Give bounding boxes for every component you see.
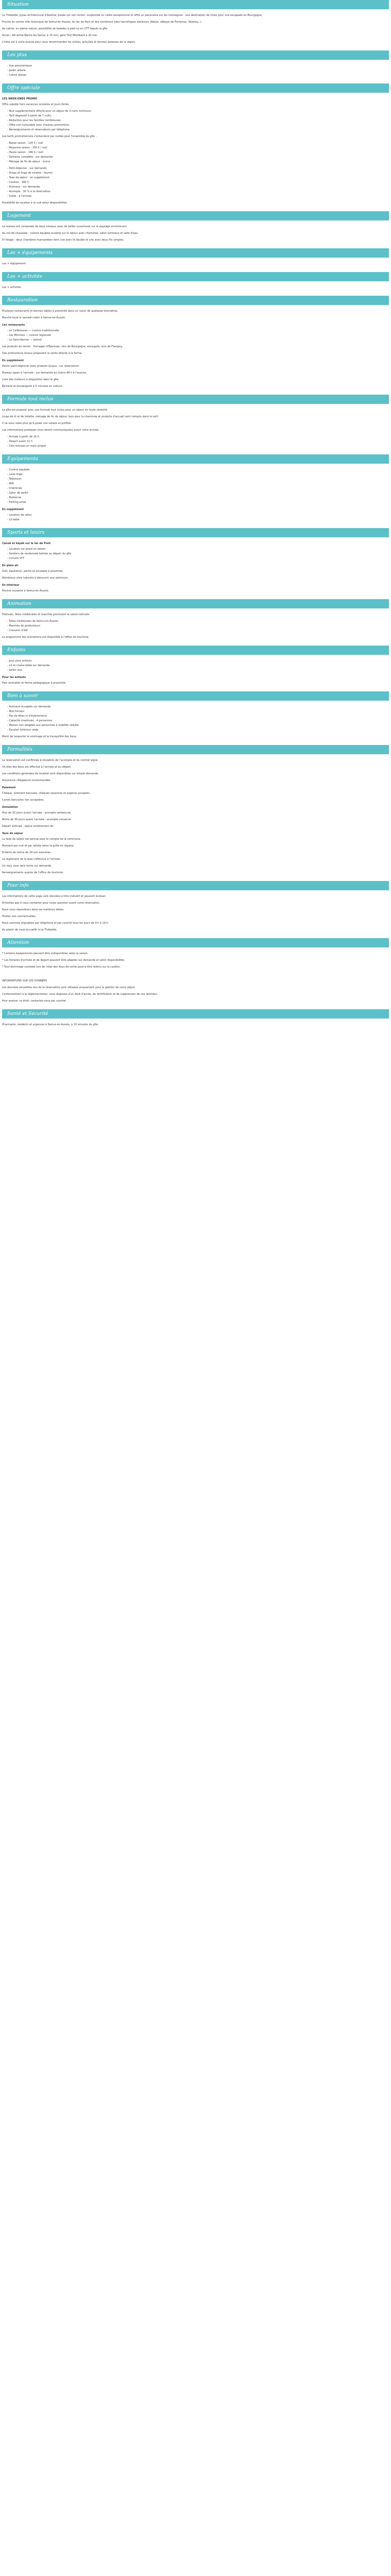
list-item: - Sentiers de randonnée balisés au départ du gîte — [7, 552, 389, 556]
section-logement — [2, 225, 389, 242]
section-title-attention: Attention — [2, 938, 389, 947]
list-item: - Animaux : sur demande — [7, 185, 389, 189]
list-item: - Le Saint-Vernier — bistrot — [7, 338, 389, 342]
section-restauration — [2, 309, 389, 388]
paragraph: Plusieurs restaurants et bonnes tables à proximité dans un rayon de quelques kilomètres. — [2, 310, 119, 313]
paragraph: Renseignements auprès de l'office de tourisme. — [2, 871, 64, 874]
list-item: - Jardin arboré — [7, 69, 389, 73]
paragraph: Les informations de cette page sont données à titre indicatif et peuvent évoluer. — [2, 895, 106, 898]
paragraph: Parc animalier et ferme pédagogique à proximité. — [2, 682, 67, 685]
section-bien-a-savoir — [2, 705, 389, 739]
paragraph: Plus de 30 jours avant l'arrivée : acompte remboursé. — [2, 811, 72, 815]
paragraph: Au rez-de-chaussée : cuisine équipée ouverte sur le séjour avec cheminée, salon lumineux et salle d'eau. — [2, 232, 139, 235]
paragraph: Cartes bancaires non acceptées. — [2, 799, 44, 802]
formalites-subtitle: Taxe de séjour — [2, 832, 23, 835]
list-item: - Animaux acceptés sur demande — [7, 705, 389, 709]
paragraph: Il ne vous reste plus qu'à poser vos valises et profiter. — [2, 422, 72, 425]
paragraph: Linge de lit et de toilette, ménage de fin de séjour, bois pour la cheminée et produits d'accueil sont compris dans le tarif. — [2, 415, 159, 418]
list-item: - Départ avant 11 h — [7, 439, 389, 444]
list-item: - Maison non adaptée aux personnes à mobilité réduite — [7, 723, 389, 727]
section-title-bien-a-savoir: Bien à savoir — [2, 691, 389, 701]
section-title-restauration: Restauration — [2, 296, 389, 305]
list-item: - Salon de jardin — [7, 491, 389, 495]
restauration-subtitle: Les restaurants — [2, 324, 25, 327]
paragraph: Les informations pratiques vous seront communiquées avant votre arrivée. — [2, 429, 100, 432]
section-title-equipements: Les + équipements — [2, 248, 389, 258]
section-title-activites: Les + activités — [2, 272, 389, 281]
list-item: - Solde : à l'arrivée — [7, 194, 389, 198]
section-title-equipements-list: Équipements — [2, 454, 389, 464]
section-title-animation: Animation — [2, 599, 389, 608]
paragraph: Le gîte est proposé avec une formule tout inclus pour un séjour en toute sérénité. — [2, 409, 108, 412]
section-title-enfants: Enfants — [2, 646, 389, 655]
paragraph: Marché local le samedi matin à Semur-en-Auxois. — [2, 316, 66, 319]
paragraph: * Certains équipements peuvent être indisponibles selon la saison. — [2, 952, 89, 955]
restauration-subtitle: En supplément — [2, 359, 24, 362]
paragraph: Conformément à la réglementation, vous disposez d'un droit d'accès, de rectification et de suppression de vos données. — [2, 993, 158, 996]
paragraph: Pharmacie, médecin et urgences à Semur-en-Auxois, à 10 minutes du gîte. — [2, 1023, 99, 1026]
section-equipements-list — [2, 468, 389, 522]
list-item: - Jardin clos — [7, 668, 389, 672]
list-item: - Calme absolu — [7, 73, 389, 77]
list-item: - Location sur place en saison — [7, 547, 389, 551]
list-item: - Cheminée — [7, 486, 389, 490]
section-title-logement: Logement — [2, 211, 389, 221]
list-item: - Télévision — [7, 477, 389, 481]
paragraph: Un reçu vous sera remis sur demande. — [2, 865, 52, 868]
list-item: - Semaine complète : sur demande — [7, 155, 389, 159]
paragraph: Offre valable hors vacances scolaires et jours fériés. — [2, 103, 70, 106]
enfants-subtitle: Pour les enfants — [2, 676, 26, 679]
section-les-plus — [2, 64, 389, 77]
paragraph: Pour exercer ce droit, contactez-nous par courriel. — [2, 999, 67, 1003]
list-item: - Pas de fêtes ni d'événements — [7, 714, 389, 718]
paragraph: Au calme, en pleine nature, possibilité de balades à pied ou en VTT depuis le gîte. — [2, 27, 108, 30]
section-equipements — [2, 262, 389, 266]
section-sante — [2, 1023, 389, 1027]
section-title-sante: Santé et Sécurité — [2, 1009, 389, 1019]
paragraph: INFORMATIONS SUR LES DONNÉES — [2, 979, 47, 982]
paragraph: Le programme des animations est disponible à l'office de tourisme. — [2, 636, 89, 639]
list-item: - Réduction pour les familles nombreuses. — [7, 118, 389, 123]
section-title-situation: Situation — [2, 0, 389, 9]
section-title-sports: Sports et loisirs — [2, 528, 389, 537]
list-item: - Lit et chaise bébé sur demande — [7, 664, 389, 668]
list-item: - Circuits VTT — [7, 556, 389, 561]
list-item: - Non-fumeur — [7, 709, 389, 714]
list-item: - Tarif dégressif à partir de 7 nuits. — [7, 114, 389, 118]
list-item: - Wifi — [7, 482, 389, 486]
section-situation — [2, 13, 389, 44]
paragraph: Les conditions générales de location sont disponibles sur simple demande. — [2, 772, 99, 775]
list-item: - Lave-linge — [7, 472, 389, 477]
list-item: - Haute saison : 180 € / nuit — [7, 150, 389, 155]
paragraph: Les données recueillies lors de la réservation sont utilisées uniquement pour la gestion de votre séjour. — [2, 986, 136, 989]
paragraph: Accès : A6 sortie Bierre-lès-Semur à 15 min, gare TGV Montbard à 20 min. — [2, 34, 98, 37]
paragraph: Les produits du terroir : fromages d'Époisses, vins de Bourgogne, escargots, anis de Flavigny. — [2, 345, 123, 348]
paragraph: Merci de respecter le voisinage et la tranquillité des lieux. — [2, 735, 77, 738]
list-item: - Cuisine équipée — [7, 468, 389, 472]
list-item: - Taxe de séjour : en supplément — [7, 176, 389, 180]
paragraph: Nombreux sites naturels à découvrir aux alentours. — [2, 577, 69, 580]
list-item: - Basse saison : 120 € / nuit — [7, 141, 389, 145]
list-item: - Petit-déjeuner : sur demande — [7, 166, 389, 171]
list-item: - Renseignements et réservations par téléphone. — [7, 128, 389, 132]
sports-subtitle: En plein air — [2, 564, 19, 567]
section-formalites — [2, 758, 389, 875]
paragraph: Panier petit-déjeuner avec produits locaux : sur réservation. — [2, 365, 80, 368]
paragraph: Festivals, fêtes médiévales et marchés ponctuent la saison estivale. — [2, 613, 90, 616]
list-item: - Les Minimes — cuisine régionale — [7, 333, 389, 337]
page — [0, 0, 391, 1027]
paragraph: Plateau repas à l'arrivée : sur demande au moins 48 h à l'avance. — [2, 371, 87, 375]
list-item: - Le Calibressan — cuisine traditionnelle — [7, 329, 389, 333]
list-item: - Nuit supplémentaire offerte pour un séjour de 3 nuits minimum. — [7, 109, 389, 113]
list-item: - Capacité maximale : 4 personnes — [7, 719, 389, 723]
paragraph: La taxe de séjour est perçue pour le compte de la commune. — [2, 838, 81, 841]
paragraph: Photos non contractuelles. — [2, 915, 37, 918]
paragraph: Au plaisir de vous accueillir à La Thébaïde. — [2, 928, 57, 931]
list-item: - Vue panoramique — [7, 64, 389, 68]
paragraph: N'hésitez pas à nous contacter pour toute question avant votre réservation. — [2, 902, 101, 905]
section-tout-inclus — [2, 408, 389, 448]
section-sports — [2, 541, 389, 593]
section-activites — [2, 285, 389, 290]
list-item: - Concerts d'été — [7, 629, 389, 633]
paragraph: La réservation est confirmée à réception de l'acompte et du contrat signé. — [2, 759, 99, 762]
list-item: - Draps et linge de toilette : fournis — [7, 171, 389, 175]
list-item: - Offre non cumulable avec d'autres promotions. — [7, 123, 389, 127]
list-item: - Barbecue — [7, 496, 389, 500]
paragraph: Montant par nuit et par adulte selon la grille en vigueur. — [2, 844, 75, 848]
list-item: - Ménage de fin de séjour : inclus — [7, 160, 389, 164]
section-title-offre: Offre spéciale — [2, 83, 389, 93]
paragraph: Assurance villégiature recommandée. — [2, 779, 51, 782]
list-item: - Acompte : 30 % à la réservation — [7, 190, 389, 194]
section-attention — [2, 952, 389, 1003]
paragraph: Possibilité de location à la nuit selon disponibilités. — [2, 201, 68, 205]
paragraph: Les tarifs promotionnels s'entendent par nuitée pour l'ensemble du gîte : — [2, 135, 97, 138]
paragraph: Moins de 30 jours avant l'arrivée : acompte conservé. — [2, 818, 72, 821]
list-item: - Escalier intérieur raide — [7, 728, 389, 732]
paragraph: * Tout dommage constaté lors de l'état des lieux de sortie pourra être retenu sur la caution. — [2, 965, 121, 969]
section-animation — [2, 613, 389, 639]
paragraph: Un état des lieux est effectué à l'arrivée et au départ. — [2, 766, 72, 769]
paragraph: Golf, équitation, pêche et escalade à proximité. — [2, 570, 64, 573]
section-offre — [2, 97, 389, 205]
paragraph: Nous vous répondrons dans les meilleurs délais. — [2, 908, 64, 911]
section-title-formalites: Formalités — [2, 745, 389, 754]
list-item: - Arrivée à partir de 16 h — [7, 435, 389, 439]
paragraph: À l'étage : deux chambres mansardées dont une avec lit double et une avec deux lits simples. — [2, 239, 124, 242]
list-item: - Fêtes médiévales de Semur-en-Auxois — [7, 619, 389, 623]
paragraph: Nous sommes joignables par téléphone et par courriel tous les jours de 9 h à 19 h. — [2, 922, 109, 925]
sports-subtitle: En intérieur — [2, 584, 20, 587]
paragraph: Le règlement de la taxe s'effectue à l'arrivée. — [2, 858, 61, 861]
list-item: - Caution : 300 € — [7, 180, 389, 184]
formalites-subtitle: Annulation — [2, 806, 18, 809]
list-item: - Jeux pour enfants — [7, 659, 389, 663]
paragraph: L'hôte est à votre écoute pour vous recommander les visites, activités et bonnes adresses de la région. — [2, 41, 136, 44]
paragraph: Liste des traiteurs à disposition dans le gîte. — [2, 378, 59, 381]
sports-subtitle: Canoë et kayak sur le lac de Pont — [2, 542, 51, 545]
paragraph: Chèque, virement bancaire, chèques vacances et espèces acceptés. — [2, 792, 91, 795]
paragraph: Enfants de moins de 18 ans exonérés. — [2, 851, 52, 854]
list-item: - Location de vélos — [7, 513, 389, 517]
paragraph: Les + activités — [2, 286, 21, 289]
paragraph: La Thébaïde, joyau architectural d'Aveline, posée sur son rocher, surplombe un cadre exceptionnel et offre un panorama sur les montagnes : une destination de choix pour une escapade en Bourgogne. — [2, 14, 263, 17]
paragraph: Proche du centre ville historique de Semur-en-Auxois, du lac de Pont et des nombreux sites touristiques alentours (Alésia, abbaye de Fontenay, Vézelay...). — [2, 21, 202, 24]
list-item: - Parking privé — [7, 500, 389, 504]
paragraph: * Les horaires d'arrivée et de départ peuvent être adaptés sur demande et selon disponibilités. — [2, 959, 125, 962]
paragraph: Les + équipement — [2, 262, 26, 265]
section-title-tout-inclus: Formule tout inclus — [2, 395, 389, 404]
offre-subtitle: LES WEEK-ENDS PROMO — [2, 97, 37, 100]
section-enfants — [2, 659, 389, 685]
list-item: - Marchés de producteurs — [7, 624, 389, 628]
section-pour-info — [2, 894, 389, 932]
section-title-les-plus: Les plus — [2, 50, 389, 60]
paragraph: Des producteurs locaux proposent la vente directe à la ferme. — [2, 352, 83, 355]
list-item: - Clés remises en main propre — [7, 444, 389, 448]
formalites-subtitle: Paiement — [2, 786, 16, 789]
paragraph: Épicerie et boulangerie à 5 minutes en voiture. — [2, 385, 63, 388]
list-item: - Moyenne saison : 150 € / nuit — [7, 146, 389, 150]
equipements-subtitle: En supplément — [2, 508, 24, 511]
paragraph: Départ anticipé : séjour entièrement dû. — [2, 825, 54, 828]
paragraph: La maison est composée de deux niveaux avec de belles ouvertures sur le paysage environnant. — [2, 225, 127, 228]
section-title-pour-info: Pour info — [2, 881, 389, 890]
paragraph: Piscine couverte à Semur-en-Auxois. — [2, 589, 50, 592]
list-item: - Lit bébé — [7, 518, 389, 522]
